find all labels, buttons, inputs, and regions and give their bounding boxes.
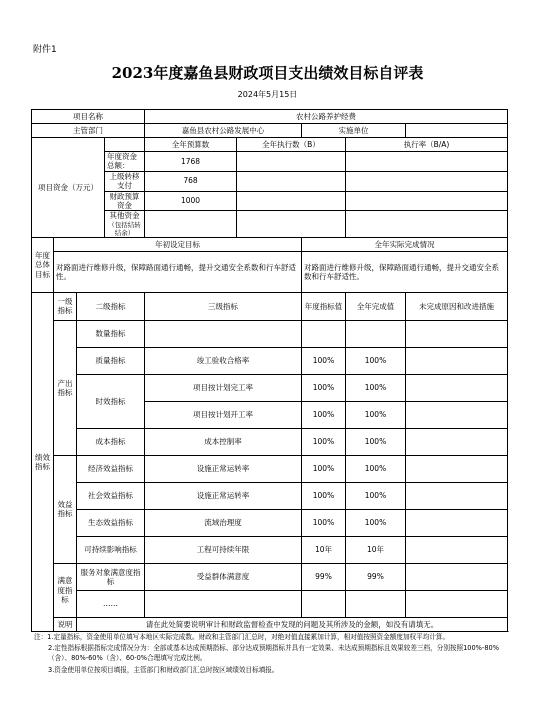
funds-row-exec — [237, 211, 346, 238]
funds-blank — [105, 138, 145, 152]
explain-label: 说明 — [54, 617, 77, 631]
funds-row-rate — [346, 211, 508, 238]
perf-h-actual: 全年完成值 — [346, 292, 406, 320]
funds-row-exec — [237, 152, 346, 172]
funds-col-exec: 全年执行数（B） — [237, 138, 346, 152]
indicator-name: 竣工验收合格率 — [145, 347, 302, 374]
indicator-actual: 10年 — [346, 536, 406, 563]
funds-row-rate — [346, 171, 508, 191]
dept-value: 嘉鱼县农村公路发展中心 — [145, 124, 302, 138]
funds-row-label: 年度资金总额： — [105, 152, 145, 172]
funds-row-rate — [346, 152, 508, 172]
indicator-reason — [406, 320, 508, 347]
economic-indicator: 经济效益指标 — [77, 455, 145, 482]
funds-row-budget: 1000 — [145, 191, 237, 211]
indicator-reason — [406, 347, 508, 374]
indicator-name: 设施正常运转率 — [145, 482, 302, 509]
perf-h-reason: 未完成原因和改进措施 — [406, 292, 508, 320]
timeliness-indicator: 时效指标 — [77, 374, 145, 428]
indicator-name — [145, 320, 302, 347]
indicator-target: 100% — [302, 401, 346, 428]
indicator-reason — [406, 374, 508, 401]
funds-row-rate — [346, 191, 508, 211]
indicator-reason — [406, 536, 508, 563]
explain-text: 请在此处简要说明审计和财政监督检查中发现的问题及其所涉及的金额，如没有请填无。 — [77, 617, 508, 631]
indicator-actual: 100% — [346, 455, 406, 482]
funds-row-label: 上级转移支付 — [105, 171, 145, 191]
indicator-actual: 100% — [346, 482, 406, 509]
indicator-target — [302, 590, 346, 617]
funds-row-exec — [237, 171, 346, 191]
funds-row-exec — [237, 191, 346, 211]
initial-goal-header: 年初设定目标 — [54, 237, 302, 251]
indicator-name: 设施正常运转率 — [145, 455, 302, 482]
perf-h-level2: 二级指标 — [77, 292, 145, 320]
indicator-reason — [406, 509, 508, 536]
actual-goal-text: 对路面进行维修升级，保障路面通行通畅，提升交通安全系数和行车舒适性。 — [302, 251, 508, 292]
other-funds-sublabel: （包括结转结余） — [108, 220, 141, 237]
indicator-actual: 100% — [346, 374, 406, 401]
indicator-name: 项目按计划完工率 — [145, 374, 302, 401]
initial-goal-text: 对路面进行维修升级，保障路面通行通畅，提升交通安全系数和行车舒适性。 — [54, 251, 302, 292]
funds-row-budget — [145, 211, 237, 238]
indicator-target: 100% — [302, 482, 346, 509]
funds-label: 项目资金（万元） — [32, 138, 105, 238]
dept-label: 主管部门 — [32, 124, 145, 138]
indicator-actual — [346, 320, 406, 347]
indicator-target: 99% — [302, 563, 346, 590]
indicator-reason — [406, 563, 508, 590]
indicator-name: 工程可持续年限 — [145, 536, 302, 563]
indicator-actual — [346, 590, 406, 617]
funds-row-label — [105, 211, 145, 238]
report-date: 2024年5月15日 — [237, 90, 298, 99]
indicator-target — [302, 320, 346, 347]
indicator-actual: 100% — [346, 401, 406, 428]
indicator-actual: 99% — [346, 563, 406, 590]
self-evaluation-table — [31, 109, 508, 632]
footnote-1: 注：1.定量指标，资金使用单位填写本地区实际完成数。财政和主管部门汇总时，对绝对值直接累加计算，相对值按照资金额度加权平均计算。 — [34, 633, 450, 641]
other-funds-label: 其他资金 — [109, 211, 140, 221]
indicator-reason — [406, 401, 508, 428]
actual-goal-header: 全年实际完成情况 — [302, 237, 508, 251]
project-name-value: 农村公路养护经费 — [145, 110, 508, 124]
indicator-target: 100% — [302, 347, 346, 374]
perf-h-level1: 一级指标 — [54, 292, 77, 320]
quality-indicator: 质量指标 — [77, 347, 145, 374]
footnote-2: 2.定性指标根据指标完成情况分为：全部或基本达成预期指标、部分达成预期指标并具有一定效果、未达成预期指标且效果较差三档，分别按照100%-80%（含）、80%-60%（含）、60-0%合理填写完成比例。 — [48, 644, 499, 663]
service-satisfaction-indicator: 服务对象满意度指标 — [77, 563, 145, 590]
perf-label: 绩效指标 — [32, 292, 54, 631]
quantity-indicator: 数量指标 — [77, 320, 145, 347]
perf-h-level3: 三级指标 — [145, 292, 302, 320]
indicator-reason — [406, 482, 508, 509]
indicator-reason — [406, 455, 508, 482]
perf-h-target: 年度指标值 — [302, 292, 346, 320]
impl-unit-label: 实施单位 — [302, 124, 406, 138]
funds-col-rate: 执行率（B/A) — [346, 138, 508, 152]
indicator-target: 10年 — [302, 536, 346, 563]
funds-row-label: 财政预算资金 — [105, 191, 145, 211]
impl-unit-value — [406, 124, 508, 138]
indicator-target: 100% — [302, 428, 346, 455]
social-indicator: 社会效益指标 — [77, 482, 145, 509]
overall-goal-label: 年度总体目标 — [32, 237, 54, 292]
sustainable-indicator: 可持续影响指标 — [77, 536, 145, 563]
indicator-target: 100% — [302, 509, 346, 536]
indicator-target: 100% — [302, 455, 346, 482]
indicator-reason — [406, 428, 508, 455]
funds-row-budget: 768 — [145, 171, 237, 191]
funds-row-budget: 1768 — [145, 152, 237, 172]
funds-col-budget: 全年预算数 — [145, 138, 237, 152]
ecological-indicator: 生态效益指标 — [77, 509, 145, 536]
attachment-label: 附件1 — [33, 45, 57, 55]
footnote-3: 3.资金使用单位按项目填报，主管部门和财政部门汇总时按区域绩效目标填报。 — [48, 665, 279, 674]
indicator-name: 受益群体满意度 — [145, 563, 302, 590]
indicator-name: 项目按计划开工率 — [145, 401, 302, 428]
page-title: 2023年度嘉鱼县财政项目支出绩效目标自评表 — [111, 64, 424, 82]
indicator-name: 成本控制率 — [145, 428, 302, 455]
indicator-reason — [406, 590, 508, 617]
benefit-indicator-label: 效益指标 — [54, 455, 77, 563]
ellipsis-indicator: …… — [77, 590, 145, 617]
footnotes — [34, 632, 504, 676]
satisfaction-indicator-label: 满意度指标 — [54, 563, 77, 617]
output-indicator-label: 产出指标 — [54, 320, 77, 455]
cost-indicator: 成本指标 — [77, 428, 145, 455]
indicator-actual: 100% — [346, 428, 406, 455]
project-name-label: 项目名称 — [32, 110, 145, 124]
indicator-name — [145, 590, 302, 617]
indicator-actual: 100% — [346, 509, 406, 536]
indicator-actual: 100% — [346, 347, 406, 374]
indicator-target: 100% — [302, 374, 346, 401]
indicator-name: 流域治理度 — [145, 509, 302, 536]
